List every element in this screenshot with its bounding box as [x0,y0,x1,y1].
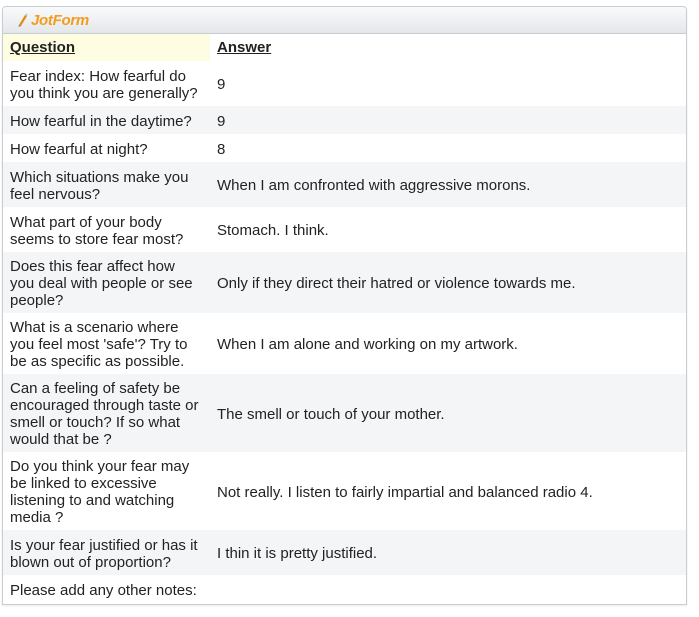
table-row [3,575,686,603]
question-cell: How fearful in the daytime? [3,106,210,134]
table-row [3,252,686,313]
pencil-logo-icon [17,13,29,27]
question-cell: What is a scenario where you feel most 'safe'? Try to be as specific as possible. [3,313,210,374]
question-cell: Do you think your fear may be linked to excessive listening to and watching media ? [3,452,210,530]
table-row [3,162,686,207]
question-cell: Which situations make you feel nervous? [3,162,210,207]
answer-cell: Not really. I listen to fairly impartial and balanced radio 4. [210,452,686,530]
question-column-header: Question [3,34,210,61]
answer-cell [210,575,686,603]
qa-table [3,34,686,603]
table-row [3,313,686,374]
question-cell: Is your fear justified or has it blown out of proportion? [3,530,210,575]
card-header [3,7,686,34]
table-header-row [3,34,686,61]
table-row [3,530,686,575]
table-row [3,134,686,162]
answer-column-header: Answer [210,34,686,61]
table-row [3,207,686,252]
answer-cell: 9 [210,106,686,134]
question-cell: Please add any other notes: [3,575,210,603]
answer-cell: The smell or touch of your mother. [210,374,686,452]
question-cell: Can a feeling of safety be encouraged through taste or smell or touch? If so what would that be ? [3,374,210,452]
logo-wordmark: JotForm [31,11,89,29]
answer-cell: When I am alone and working on my artwork. [210,313,686,374]
answer-cell: When I am confronted with aggressive morons. [210,162,686,207]
question-cell: Does this fear affect how you deal with people or see people? [3,252,210,313]
answer-cell: Only if they direct their hatred or violence towards me. [210,252,686,313]
table-row [3,61,686,106]
answer-cell: 9 [210,61,686,106]
question-cell: What part of your body seems to store fear most? [3,207,210,252]
question-cell: How fearful at night? [3,134,210,162]
table-row [3,374,686,452]
answer-cell: I thin it is pretty justified. [210,530,686,575]
table-row [3,106,686,134]
question-cell: Fear index: How fearful do you think you are generally? [3,61,210,106]
table-row [3,452,686,530]
submission-card [2,6,687,605]
jotform-logo[interactable] [17,12,89,29]
answer-cell: 8 [210,134,686,162]
answer-cell: Stomach. I think. [210,207,686,252]
